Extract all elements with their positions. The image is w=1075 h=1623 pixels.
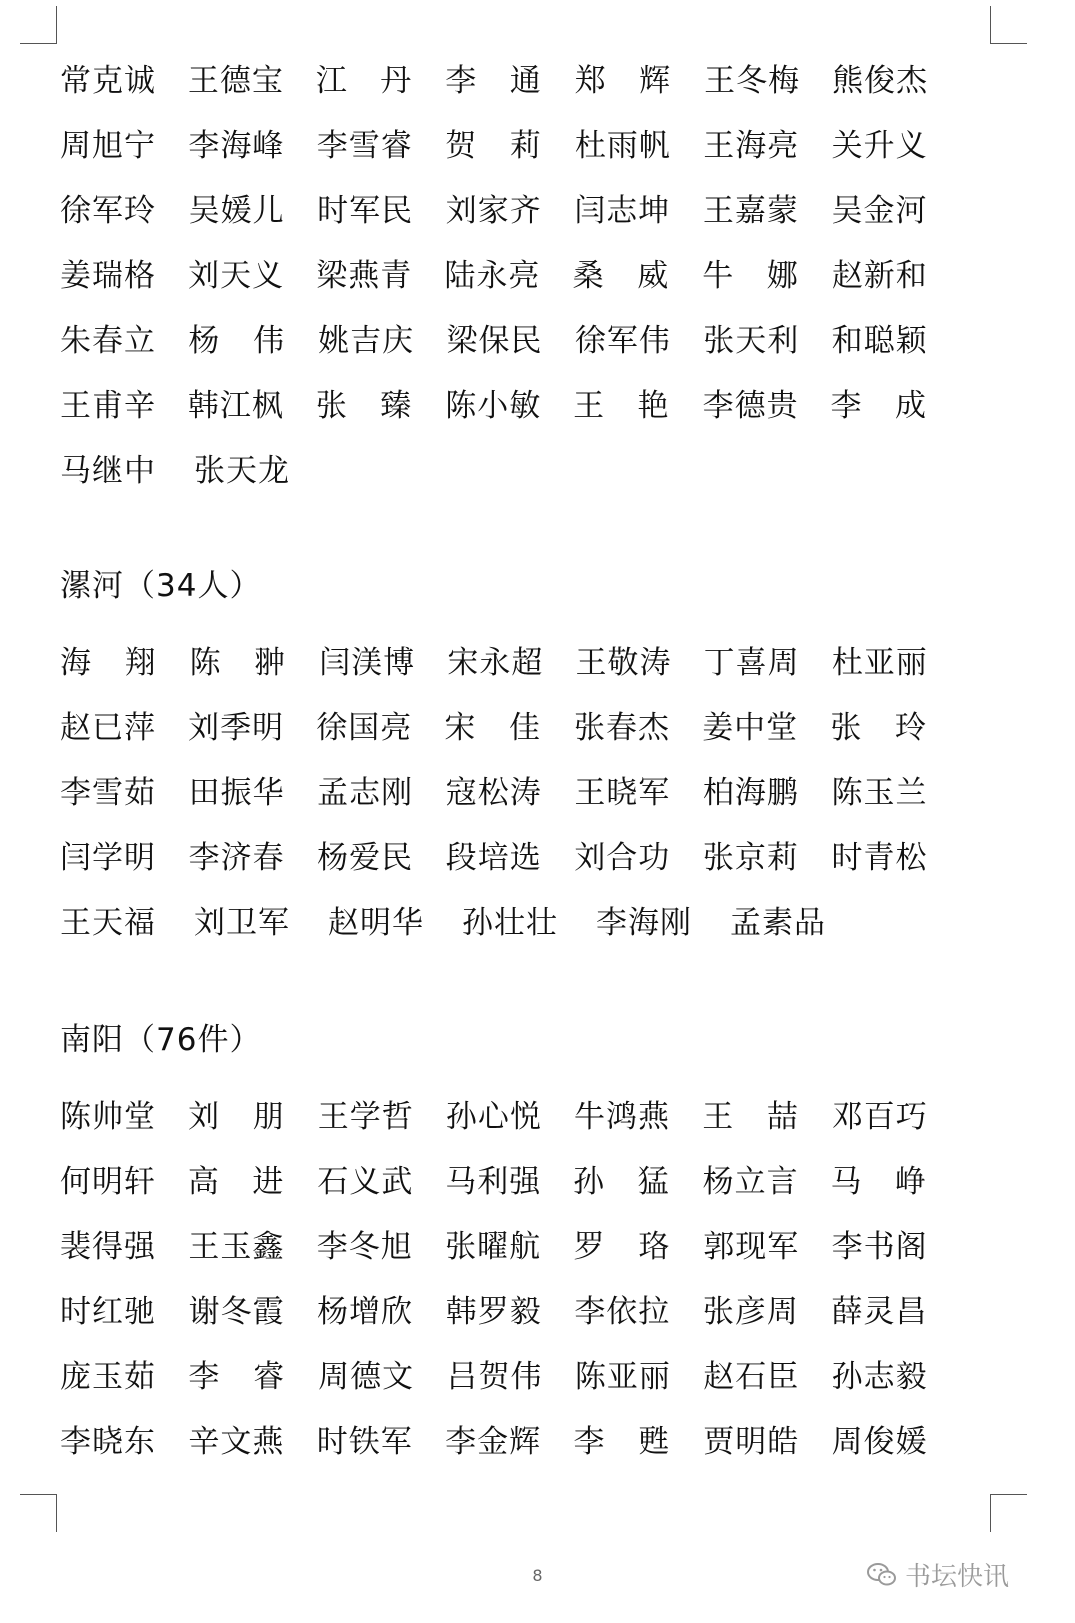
name-entry: 关升义 — [831, 128, 928, 164]
name-entry: 宋 佳 — [444, 710, 541, 746]
name-entry: 时红驰 — [60, 1294, 156, 1330]
name-entry: 陈玉兰 — [831, 775, 928, 811]
name-entry: 孙 猛 — [573, 1164, 669, 1200]
name-entry: 朱春立 — [60, 323, 156, 359]
name-entry: 王海亮 — [703, 128, 800, 164]
name-entry: 王天福 — [60, 905, 156, 941]
name-entry: 韩江枫 — [187, 388, 284, 424]
name-row — [60, 692, 960, 757]
name-entry: 贺 莉 — [445, 128, 541, 164]
name-entry: 王晓军 — [574, 775, 671, 811]
name-entry: 王冬梅 — [704, 63, 801, 99]
name-entry: 时青松 — [831, 840, 928, 876]
name-entry: 李雪睿 — [316, 128, 413, 164]
name-row — [60, 240, 960, 305]
name-entry: 贾明皓 — [703, 1424, 800, 1460]
name-entry: 郭现军 — [703, 1229, 800, 1265]
name-row — [60, 1406, 960, 1471]
name-entry: 吴金河 — [831, 193, 928, 229]
name-entry: 王敬涛 — [575, 645, 672, 681]
name-row — [60, 1211, 960, 1276]
name-entry: 马继中 — [60, 453, 156, 489]
name-entry: 李冬旭 — [316, 1229, 413, 1265]
name-entry: 张曜航 — [445, 1229, 542, 1265]
name-entry: 李晓东 — [60, 1424, 156, 1460]
name-entry: 张 臻 — [315, 388, 412, 424]
name-entry: 闫志坤 — [574, 193, 671, 229]
name-entry: 陈小敏 — [445, 388, 542, 424]
name-entry: 田振华 — [188, 775, 285, 811]
name-entry: 张天利 — [703, 323, 800, 359]
name-entry: 闫渼博 — [319, 645, 416, 681]
name-entry: 徐军玲 — [60, 193, 156, 229]
name-entry: 赵石臣 — [703, 1359, 800, 1395]
name-entry: 薛灵昌 — [831, 1294, 928, 1330]
name-entry: 杜雨帆 — [574, 128, 671, 164]
name-entry: 姜瑞格 — [60, 258, 156, 294]
name-entry: 李书阁 — [831, 1229, 928, 1265]
name-row — [60, 1276, 960, 1341]
name-entry: 何明轩 — [60, 1164, 156, 1200]
name-entry: 韩罗毅 — [445, 1294, 542, 1330]
page-number: 8 — [532, 1566, 543, 1585]
name-entry: 杨立言 — [702, 1164, 799, 1200]
name-entry: 王德宝 — [187, 63, 284, 99]
crop-mark-top-right-h — [990, 43, 1027, 44]
name-entry: 高 进 — [187, 1164, 284, 1200]
name-entry: 马利强 — [445, 1164, 542, 1200]
name-entry: 周俊媛 — [831, 1424, 928, 1460]
section-heading: 漯河（34人） — [60, 568, 262, 604]
name-entry: 丁喜周 — [703, 645, 800, 681]
name-entry: 张彦周 — [702, 1294, 799, 1330]
name-entry: 徐军伟 — [574, 323, 671, 359]
name-entry: 时军民 — [317, 193, 414, 229]
name-section-continued — [60, 45, 960, 500]
wechat-icon — [867, 1562, 897, 1588]
crop-mark-top-right-v — [990, 6, 991, 44]
name-entry: 陈帅堂 — [60, 1099, 156, 1135]
name-section-luohe — [60, 562, 960, 952]
name-entry: 闫学明 — [60, 840, 156, 876]
name-entry: 孟志刚 — [317, 775, 414, 811]
name-entry: 吕贺伟 — [446, 1359, 543, 1395]
name-entry: 李 甦 — [573, 1424, 670, 1460]
name-entry: 罗 珞 — [573, 1229, 670, 1265]
name-entry: 李海峰 — [188, 128, 285, 164]
name-entry: 和聪颖 — [831, 323, 928, 359]
crop-mark-bottom-left-v — [56, 1494, 57, 1532]
name-entry: 谢冬霞 — [188, 1294, 285, 1330]
name-entry: 常克诚 — [60, 63, 156, 99]
crop-mark-bottom-right-h — [990, 1494, 1027, 1495]
name-entry: 桑 威 — [572, 258, 669, 294]
name-entry: 孟素品 — [730, 905, 826, 941]
name-entry: 王嘉蒙 — [702, 193, 799, 229]
watermark-text: 书坛快讯 — [904, 1562, 1009, 1592]
name-entry: 张天龙 — [194, 453, 290, 489]
name-entry: 杜亚丽 — [831, 645, 928, 681]
name-entry: 牛 娜 — [702, 258, 798, 294]
name-entry: 张 玲 — [830, 710, 926, 746]
name-row — [60, 435, 960, 500]
name-entry: 郑 辉 — [574, 63, 671, 99]
name-entry: 李济春 — [188, 840, 285, 876]
name-row — [60, 887, 960, 952]
name-row — [60, 175, 960, 240]
name-entry: 李 通 — [445, 63, 541, 99]
name-entry: 李依拉 — [574, 1294, 671, 1330]
name-entry: 杨 伟 — [188, 323, 285, 359]
name-entry: 江 丹 — [315, 63, 412, 99]
name-entry: 赵新和 — [831, 258, 928, 294]
name-entry: 周旭宁 — [60, 128, 156, 164]
name-entry: 杨爱民 — [317, 840, 414, 876]
name-entry: 庞玉茹 — [60, 1359, 156, 1395]
name-entry: 徐国亮 — [316, 710, 413, 746]
name-entry: 王学哲 — [317, 1099, 414, 1135]
name-entry: 周德文 — [318, 1359, 415, 1395]
name-entry: 李金辉 — [445, 1424, 542, 1460]
name-entry: 姜中堂 — [702, 710, 799, 746]
name-entry: 王甫辛 — [60, 388, 156, 424]
name-row — [60, 1146, 960, 1211]
name-entry: 李 睿 — [188, 1359, 285, 1395]
name-entry: 寇松涛 — [445, 775, 542, 811]
name-entry: 邓百巧 — [831, 1099, 928, 1135]
name-entry: 陈 翀 — [189, 645, 286, 681]
name-entry: 姚吉庆 — [318, 323, 415, 359]
name-entry: 李雪茹 — [60, 775, 156, 811]
name-entry: 刘天义 — [188, 258, 285, 294]
name-row — [60, 757, 960, 822]
name-entry: 柏海鹏 — [702, 775, 799, 811]
name-entry: 吴媛儿 — [188, 193, 285, 229]
name-entry: 段培选 — [445, 840, 542, 876]
name-entry: 马 峥 — [830, 1164, 926, 1200]
name-entry: 王玉鑫 — [188, 1229, 285, 1265]
name-row — [60, 110, 960, 175]
name-entry: 赵明华 — [328, 905, 424, 941]
crop-mark-bottom-right-v — [990, 1494, 991, 1532]
name-row — [60, 1341, 960, 1406]
name-row — [60, 305, 960, 370]
crop-mark-top-left-v — [56, 6, 57, 44]
name-entry: 刘 朋 — [188, 1099, 284, 1135]
name-row — [60, 627, 960, 692]
name-section-nanyang — [60, 1016, 960, 1471]
name-entry: 时铁军 — [316, 1424, 413, 1460]
name-entry: 王 喆 — [702, 1099, 798, 1135]
section-heading: 南阳（76件） — [60, 1022, 262, 1058]
name-entry: 牛鸿燕 — [574, 1099, 671, 1135]
name-entry: 李德贵 — [702, 388, 799, 424]
name-entry: 海 翔 — [60, 645, 156, 681]
name-entry: 杨增欣 — [317, 1294, 414, 1330]
name-entry: 孙壮壮 — [462, 905, 558, 941]
name-entry: 刘合功 — [574, 840, 671, 876]
name-entry: 张春杰 — [574, 710, 671, 746]
name-entry: 梁保民 — [446, 323, 543, 359]
name-entry: 刘季明 — [188, 710, 285, 746]
name-entry: 刘家齐 — [445, 193, 542, 229]
name-entry: 陆永亮 — [444, 258, 541, 294]
name-row — [60, 1081, 960, 1146]
name-entry: 孙志毅 — [831, 1359, 928, 1395]
crop-mark-top-left-h — [20, 43, 57, 44]
crop-mark-bottom-left-h — [20, 1494, 57, 1495]
name-entry: 王 艳 — [573, 388, 669, 424]
name-row — [60, 45, 960, 110]
name-entry: 梁燕青 — [316, 258, 413, 294]
name-entry: 辛文燕 — [188, 1424, 285, 1460]
name-row — [60, 370, 960, 435]
name-entry: 张京莉 — [702, 840, 799, 876]
name-row — [60, 822, 960, 887]
watermark — [867, 1556, 1009, 1593]
name-entry: 石义武 — [317, 1164, 414, 1200]
name-entry: 赵已萍 — [60, 710, 156, 746]
name-entry: 裴得强 — [60, 1229, 156, 1265]
name-entry: 陈亚丽 — [574, 1359, 671, 1395]
name-entry: 宋永超 — [447, 645, 544, 681]
name-entry: 熊俊杰 — [832, 63, 929, 99]
name-entry: 刘卫军 — [194, 905, 290, 941]
name-entry: 李海刚 — [596, 905, 692, 941]
name-entry: 孙心悦 — [445, 1099, 542, 1135]
name-entry: 李 成 — [830, 388, 926, 424]
